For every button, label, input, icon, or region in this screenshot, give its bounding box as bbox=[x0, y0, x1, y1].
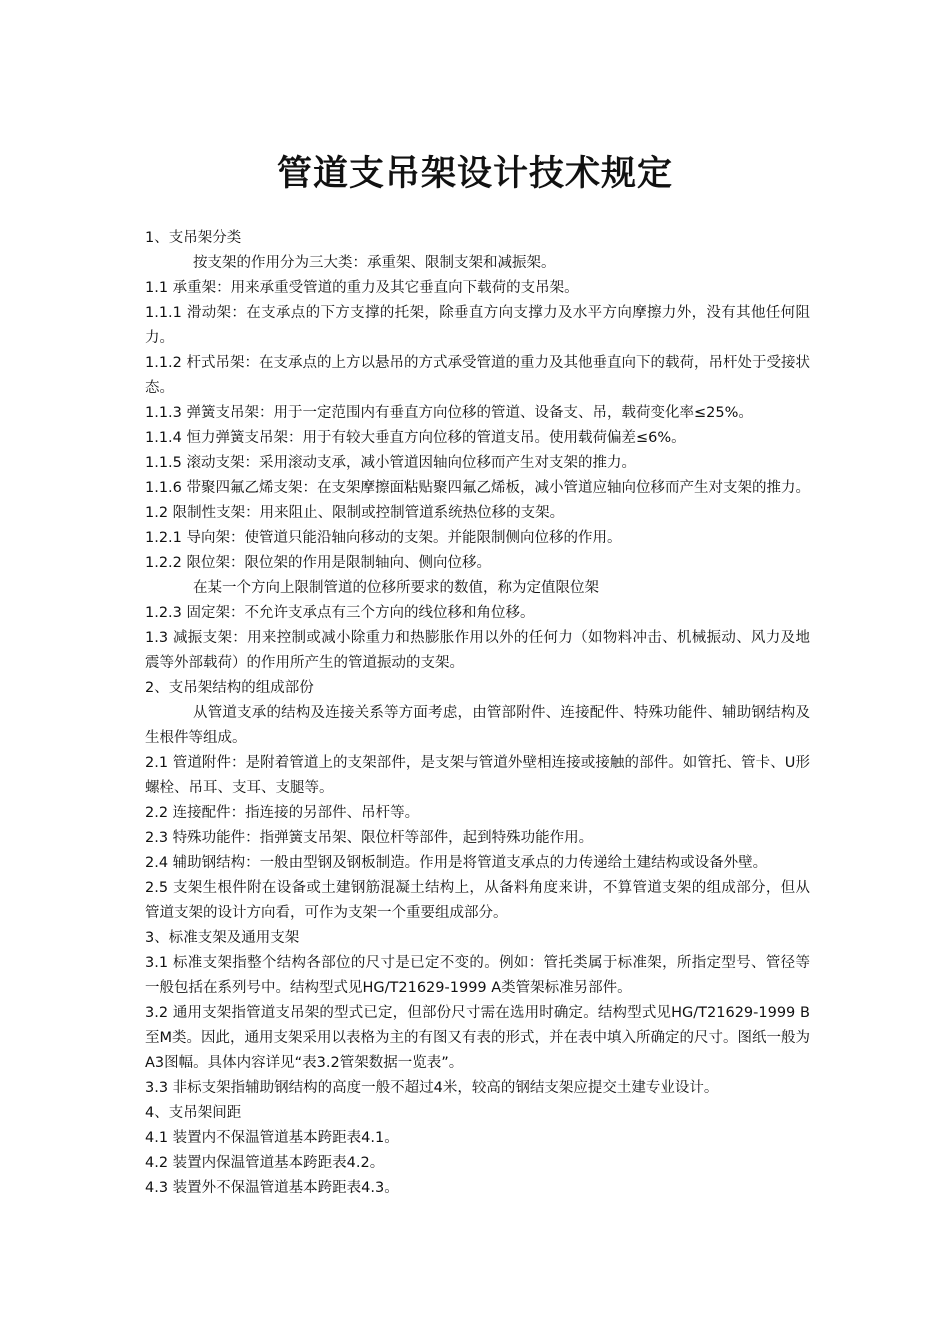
clause-4-1: 4.1 装置内不保温管道基本跨距表4.1。 bbox=[145, 1130, 399, 1146]
clause-2-3: 2.3 特殊功能件：指弹簧支吊架、限位杆等部件，起到特殊功能作用。 bbox=[145, 830, 594, 846]
clause-1-1-5: 1.1.5 滚动支架：采用滚动支承，减小管道因轴向位移而产生对支架的推力。 bbox=[145, 455, 637, 471]
clause-1-1-4: 1.1.4 恒力弹簧支吊架：用于有较大垂直方向位移的管道支吊。使用载荷偏差≤6%。 bbox=[145, 430, 686, 446]
clause-1-1-6: 1.1.6 带聚四氟乙烯支架：在支架摩擦面粘贴聚四氟乙烯板，减小管道应轴向位移而产生对支架的推力。 bbox=[145, 480, 810, 496]
clause-4-2: 4.2 装置内保温管道基本跨距表4.2。 bbox=[145, 1155, 385, 1171]
clause-1-2-3: 1.2.3 固定架：不允许支承点有三个方向的线位移和角位移。 bbox=[145, 605, 535, 621]
clause-3-3: 3.3 非标支架指辅助钢结构的高度一般不超过4米，较高的钢结支架应提交土建专业设计。 bbox=[145, 1080, 719, 1096]
paragraph: 在某一个方向上限制管道的位移所要求的数值，称为定值限位架 bbox=[193, 580, 599, 596]
clause-3-1: 3.1 标准支架指整个结构各部位的尺寸是已定不变的。例如：管托类属于标准架，所指定型号、管径等一般包括在系列号中。结构型式见HG/T21629-1999 A类管架标准另部件。 bbox=[145, 955, 810, 996]
clause-2-5: 2.5 支架生根件附在设备或土建钢筋混凝土结构上，从备料角度来讲，不算管道支架的组成部分，但从管道支架的设计方向看，可作为支架一个重要组成部分。 bbox=[145, 880, 810, 921]
section-heading-4: 4、支吊架间距 bbox=[145, 1105, 242, 1121]
clause-1-2: 1.2 限制性支架：用来阻止、限制或控制管道系统热位移的支架。 bbox=[145, 505, 565, 521]
clause-1-2-2: 1.2.2 限位架：限位架的作用是限制轴向、侧向位移。 bbox=[145, 555, 492, 571]
paragraph: 按支架的作用分为三大类：承重架、限制支架和减振架。 bbox=[193, 255, 556, 271]
clause-3-2: 3.2 通用支架指管道支吊架的型式已定，但部份尺寸需在选用时确定。结构型式见HG/T21629-1999 B至M类。因此，通用支架采用以表格为主的有图又有表的形式，并在表中填入所确定的尺寸。图纸一般为A3图幅。具体内容详见“表3.2管架数据一览表”。 bbox=[145, 1005, 811, 1071]
clause-2-4: 2.4 辅助钢结构：一般由型钢及钢板制造。作用是将管道支承点的力传递给土建结构或设备外壁。 bbox=[145, 855, 768, 871]
clause-2-1: 2.1 管道附件：是附着管道上的支架部件，是支架与管道外壁相连接或接触的部件。如管托、管卡、U形螺栓、吊耳、支耳、支腿等。 bbox=[145, 755, 810, 796]
section-heading-1: 1、支吊架分类 bbox=[145, 230, 242, 246]
document-body bbox=[145, 226, 810, 1201]
clause-1-1: 1.1 承重架：用来承重受管道的重力及其它垂直向下载荷的支吊架。 bbox=[145, 280, 579, 296]
clause-1-1-2: 1.1.2 杆式吊架：在支承点的上方以悬吊的方式承受管道的重力及其他垂直向下的载荷，吊杆处于受接状态。 bbox=[145, 355, 810, 396]
section-heading-2: 2、支吊架结构的组成部份 bbox=[145, 680, 314, 696]
clause-2-2: 2.2 连接配件：指连接的另部件、吊杆等。 bbox=[145, 805, 420, 821]
section-heading-3: 3、标准支架及通用支架 bbox=[145, 930, 300, 946]
paragraph: 从管道支承的结构及连接关系等方面考虑，由管部附件、连接配件、特殊功能件、辅助钢结构及生根件等组成。 bbox=[145, 705, 810, 746]
clause-1-2-1: 1.2.1 导向架：使管道只能沿轴向移动的支架。并能限制侧向位移的作用。 bbox=[145, 530, 622, 546]
clause-4-3: 4.3 装置外不保温管道基本跨距表4.3。 bbox=[145, 1180, 399, 1196]
page-title: 管道支吊架设计技术规定 bbox=[276, 154, 673, 195]
clause-1-1-1: 1.1.1 滑动架：在支承点的下方支撑的托架，除垂直方向支撑力及水平方向摩擦力外，没有其他任何阻力。 bbox=[145, 305, 810, 346]
clause-1-1-3: 1.1.3 弹簧支吊架：用于一定范围内有垂直方向位移的管道、设备支、吊，载荷变化率≤25%。 bbox=[145, 405, 753, 421]
clause-1-3: 1.3 减振支架：用来控制或减小除重力和热膨胀作用以外的任何力（如物料冲击、机械振动、风力及地震等外部载荷）的作用所产生的管道振动的支架。 bbox=[145, 630, 810, 671]
